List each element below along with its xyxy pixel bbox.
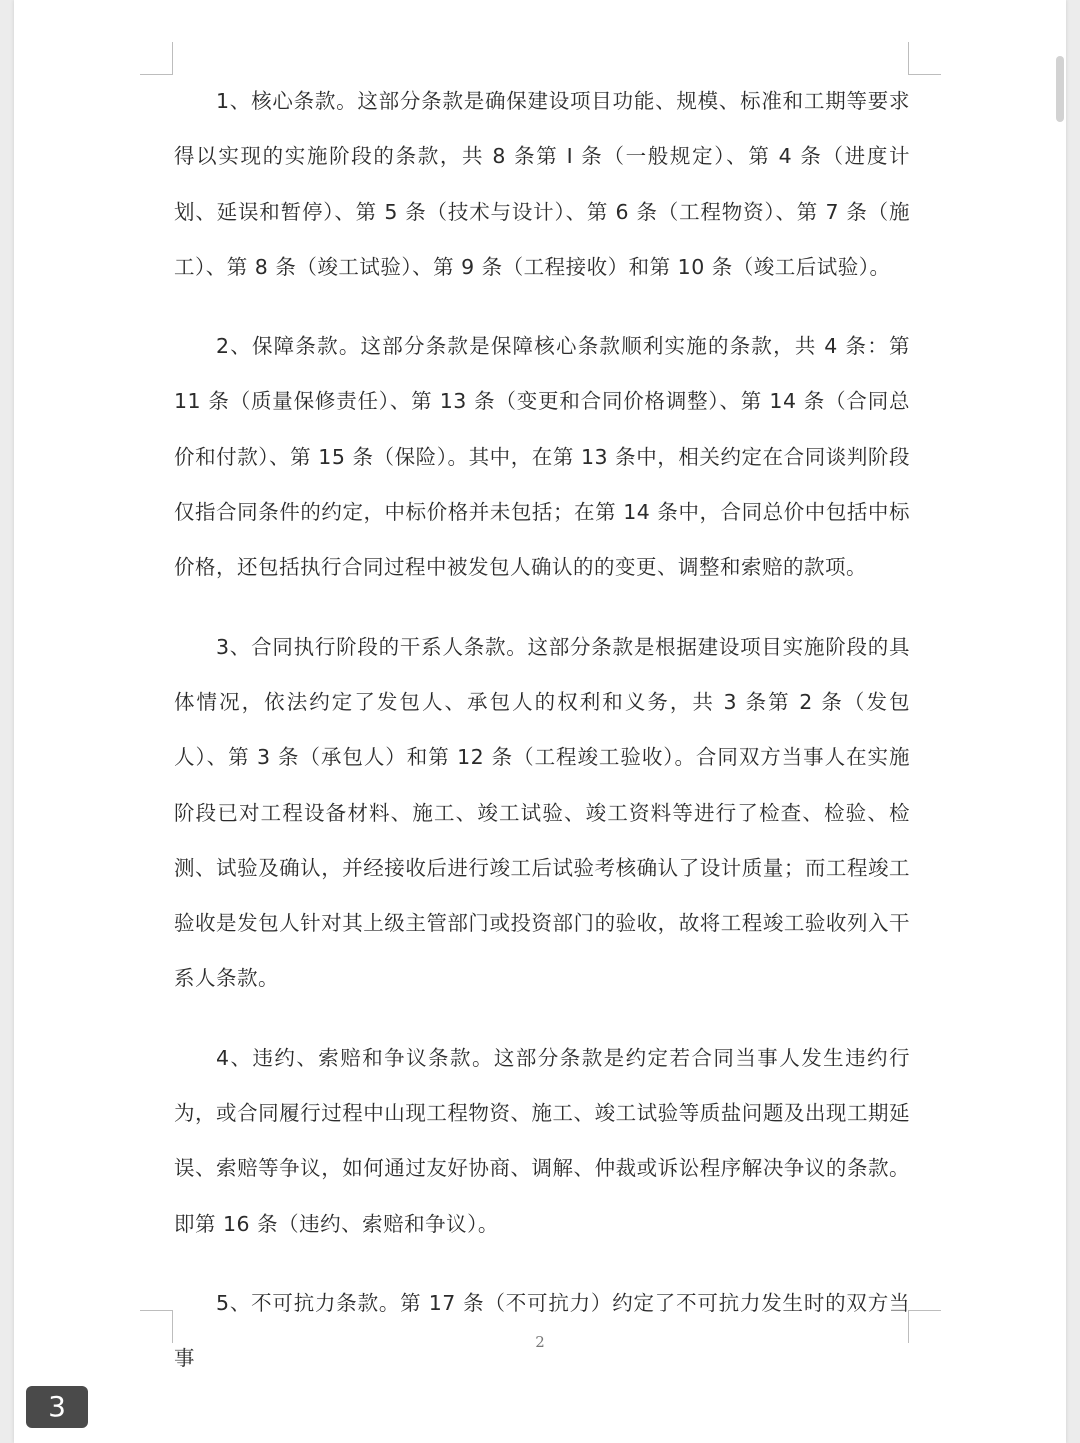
crop-mark-top-right: [908, 42, 941, 75]
paragraph-stakeholder-clauses: 3、合同执行阶段的干系人条款。这部分条款是根据建设项目实施阶段的具体情况，依法约定了发包人、承包人的权利和义务，共 3 条第 2 条（发包人）、第 3 条（承包人）和第 12 条（工程竣工验收）。合同双方当事人在实施阶段已对工程设备材料、施工、竣工试验、竣工资料等进行了检查、检验、检测、试验及确认，并经接收后进行竣工后试验考核确认了设计质量；而工程竣工验收是发包人针对其上级主管部门或投资部门的验收，故将工程竣工验收列入干系人条款。: [174, 634, 910, 991]
page-indicator-badge: 3: [26, 1386, 88, 1428]
page-body: [174, 74, 910, 1411]
document-page: [14, 0, 1066, 1443]
paragraph-guarantee-clauses: 2、保障条款。这部分条款是保障核心条款顺利实施的条款，共 4 条：第 11 条（质量保修责任）、第 13 条（变更和合同价格调整）、第 14 条（合同总价和付款）、第 15 条（保险）。其中，在第 13 条中，相关约定在合同谈判阶段仅指合同条件的约定，中标价格并未包括；在第 14 条中，合同总价中包括中标价格，还包括执行合同过程中被发包人确认的的变更、调整和索赔的款项。: [174, 334, 910, 580]
crop-mark-top-left: [140, 42, 173, 75]
paragraph-core-clauses: 1、核心条款。这部分条款是确保建设项目功能、规模、标准和工期等要求得以实现的实施阶段的条款，共 8 条第 I 条（一般规定）、第 4 条（进度计划、延误和暂停）、第 5 条（技术与设计）、第 6 条（工程物资）、第 7 条（施工）、第 8 条（竣工试验）、第 9 条（工程接收）和第 10 条（竣工后试验）。: [174, 89, 910, 279]
vertical-scrollbar[interactable]: [1056, 56, 1064, 122]
page-number: 2: [535, 1333, 545, 1351]
paragraph-breach-claims-disputes: 4、违约、索赔和争议条款。这部分条款是约定若合同当事人发生违约行为，或合同履行过程中山现工程物资、施工、竣工试验等质盐问题及出现工期延误、索赔等争议，如何通过友好协商、调解、仲裁或诉讼程序解决争议的条款。即第 16 条（违约、索赔和争议）。: [174, 1045, 910, 1236]
paragraph-force-majeure: 5、不可抗力条款。第 17 条（不可抗力）约定了不可抗力发生时的双方当事: [174, 1290, 910, 1371]
